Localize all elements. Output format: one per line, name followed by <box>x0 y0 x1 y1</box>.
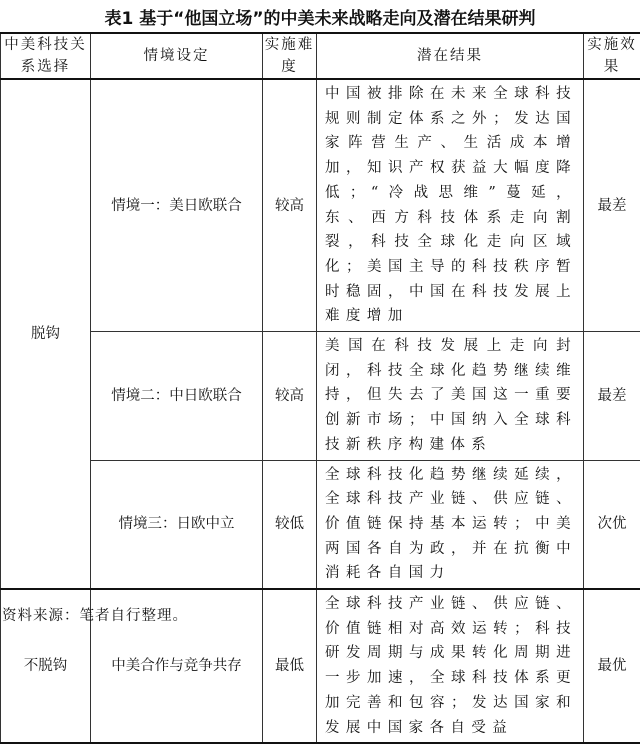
effect-cell: 次优 <box>584 460 640 589</box>
table-row <box>1 79 640 332</box>
table-title: 表1 基于“他国立场”的中美未来战略走向及潜在结果研判 <box>0 4 640 29</box>
scenario-cell: 情境一：美日欧联合 <box>91 79 263 332</box>
header-relation: 中美科技关系选择 <box>1 33 91 79</box>
result-cell: 全球科技产业链、供应链、价值链相对高效运转；科技研发周期与成果转化周期进一步加速，全球科技体系更加完善和包容；发达国家和发展中国家各自受益 <box>317 589 584 743</box>
result-cell: 美国在科技发展上走向封闭，科技全球化趋势继续维持，但失去了美国这一重要创新市场；中国纳入全球科技新秩序构建体系 <box>317 332 584 461</box>
group-no-decouple: 不脱钩 <box>1 589 91 743</box>
header-effect: 实施效果 <box>584 33 640 79</box>
header-row <box>1 33 640 79</box>
table-row <box>1 460 640 589</box>
difficulty-cell: 较高 <box>263 79 317 332</box>
group-decouple: 脱钩 <box>1 79 91 589</box>
table-row <box>1 332 640 461</box>
scenario-cell: 情境三：日欧中立 <box>91 460 263 589</box>
result-cell: 全球科技化趋势继续延续，全球科技产业链、供应链、价值链保持基本运转；中美两国各自为政，并在抗衡中消耗各自国力 <box>317 460 584 589</box>
scenario-cell: 情境二：中日欧联合 <box>91 332 263 461</box>
difficulty-cell: 较高 <box>263 332 317 461</box>
effect-cell: 最优 <box>584 589 640 743</box>
footnote: 资料来源：笔者自行整理。 <box>2 604 188 625</box>
effect-cell: 最差 <box>584 79 640 332</box>
result-cell: 中国被排除在未来全球科技规则制定体系之外；发达国家阵营生产、生活成本增加，知识产权获益大幅度降低；“冷战思维”蔓延，东、西方科技体系走向割裂，科技全球化走向区域化；美国主导的科技秩序暂时稳固，中国在科技发展上难度增加 <box>317 79 584 332</box>
difficulty-cell: 最低 <box>263 589 317 743</box>
header-scenario: 情境设定 <box>91 33 263 79</box>
header-result: 潜在结果 <box>317 33 584 79</box>
strategy-table <box>0 32 640 744</box>
header-difficulty: 实施难度 <box>263 33 317 79</box>
scenario-cell: 中美合作与竞争共存 <box>91 589 263 743</box>
difficulty-cell: 较低 <box>263 460 317 589</box>
effect-cell: 最差 <box>584 332 640 461</box>
